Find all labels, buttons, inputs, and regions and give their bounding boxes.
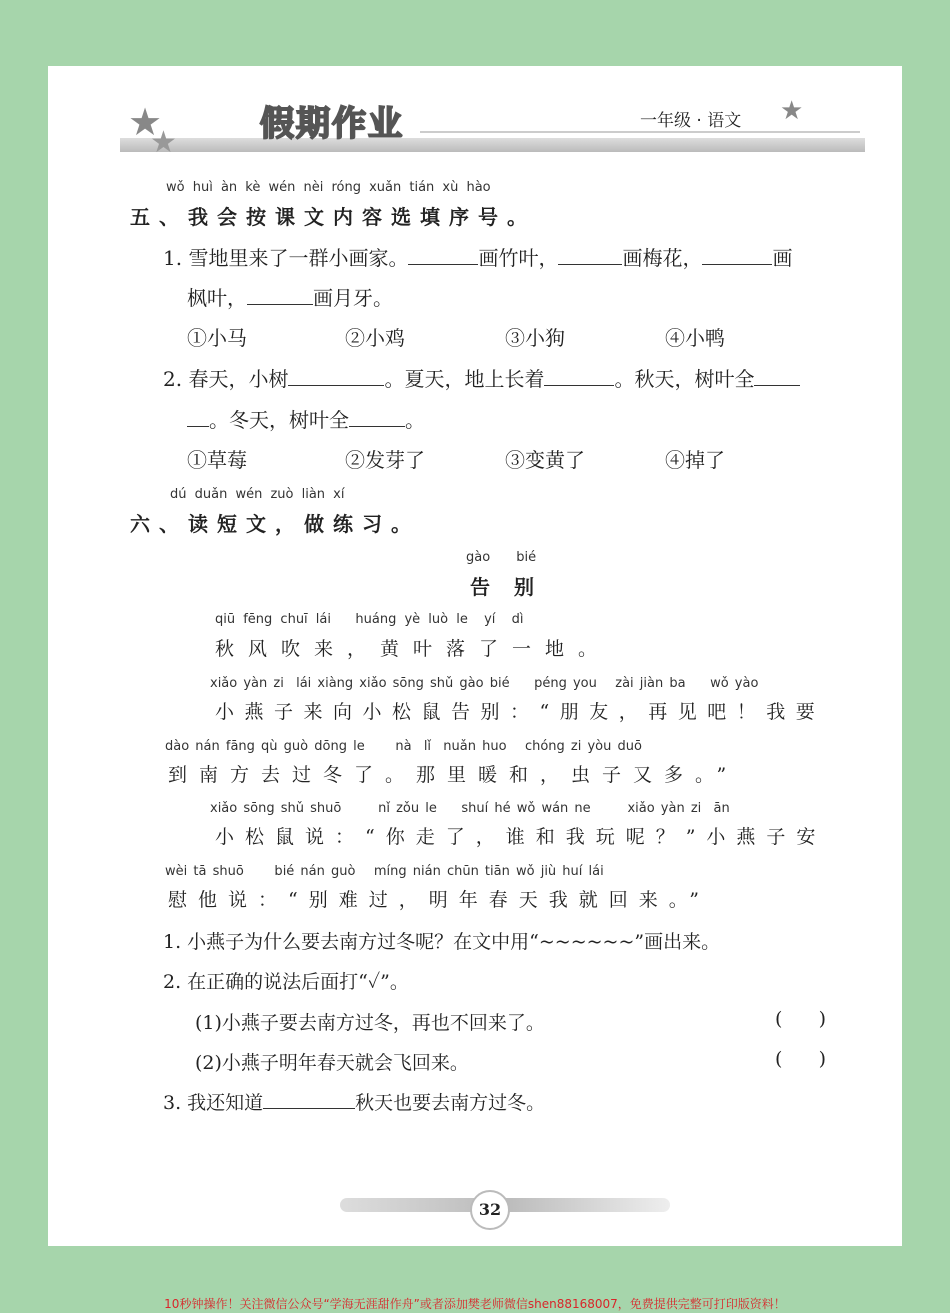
section5-pinyin: wǒ huì àn kè wén nèi róng xuǎn tián xù hào <box>166 180 491 195</box>
page-number: 32 <box>470 1190 510 1230</box>
passage-pinyin: xiǎo yàn zi lái xiàng xiǎo sōng shǔ gào bié péng you zài jiàn ba wǒ yào <box>210 676 759 691</box>
section6-pinyin: dú duǎn wén zuò liàn xí <box>170 487 345 502</box>
star-icon: ★ <box>150 125 177 160</box>
s5-q2-line2: 。冬天，树叶全 。 <box>187 404 425 433</box>
header-title: 假期作业 <box>260 104 404 144</box>
header-line <box>420 131 860 133</box>
s6-question-1: 1. 小燕子为什么要去南方过冬呢？在文中用“~~~~~~”画出来。 <box>163 931 721 953</box>
story-title-pinyin: gào bié <box>466 550 537 565</box>
blank[interactable] <box>408 246 478 265</box>
section5-heading: 五、我会按课文内容选填序号。 <box>130 205 536 229</box>
blank[interactable] <box>558 246 622 265</box>
s5-q2-option-2: ②发芽了 <box>345 448 425 472</box>
header-subject: 一年级 · 语文 <box>640 111 742 131</box>
blank[interactable] <box>288 367 384 386</box>
s5-q1-option-3: ③小狗 <box>505 326 565 350</box>
blank[interactable] <box>263 1090 355 1109</box>
answer-paren-2[interactable]: ( ) <box>775 1048 827 1070</box>
blank[interactable] <box>247 286 313 305</box>
passage-pinyin: wèi tā shuō bié nán guò míng nián chūn tiān wǒ jiù huí lái <box>165 864 604 879</box>
blank[interactable] <box>702 246 772 265</box>
s5-q2-option-4: ④掉了 <box>665 448 725 472</box>
blank[interactable] <box>754 367 800 386</box>
s6-question-3: 3. 我还知道 秋天也要去南方过冬。 <box>163 1092 546 1114</box>
s5-q1-line1: 1. 雪地里来了一群小画家。 画竹叶， 画梅花， 画 <box>163 246 793 270</box>
s5-q2-option-3: ③变黄了 <box>505 448 585 472</box>
s5-q1-option-4: ④小鸭 <box>665 326 725 350</box>
passage-line: 小松鼠说：“你走了，谁和我玩呢？”小燕子安 <box>215 826 827 848</box>
s6-question-2: 2. 在正确的说法后面打“✓”。 <box>163 971 409 993</box>
star-icon: ★ <box>780 96 804 126</box>
passage-pinyin: dào nán fāng qù guò dōng le nà lǐ nuǎn huo chóng zi yòu duō <box>165 739 642 754</box>
story-title: 告别 <box>470 575 558 599</box>
blank[interactable] <box>349 408 405 427</box>
blank[interactable] <box>544 367 614 386</box>
answer-paren-1[interactable]: ( ) <box>775 1008 827 1030</box>
s5-q1-option-2: ②小鸡 <box>345 326 405 350</box>
header-band <box>120 138 865 152</box>
star-icon: ★ <box>128 100 163 144</box>
passage-line: 到南方去过冬了。那里暖和，虫子又多。” <box>168 764 739 786</box>
s5-q1-option-1: ①小马 <box>187 326 247 350</box>
passage-pinyin: xiǎo sōng shǔ shuō nǐ zǒu le shuí hé wǒ wán ne xiǎo yàn zi ān <box>210 801 730 816</box>
s6-q2-item-1: (1)小燕子要去南方过冬，再也不回来了。 <box>195 1012 545 1034</box>
passage-line: 慰他说：“别难过，明年春天我就回来。” <box>168 889 710 911</box>
s5-q2-line1: 2. 春天，小树 。夏天，地上长着 。秋天，树叶全 <box>163 363 800 392</box>
passage-line: 秋风吹来，黄叶落了一地。 <box>215 638 612 660</box>
promo-footer: 10秒钟操作！关注微信公众号“学海无涯甜作舟”或者添加樊老师微信shen88168007，免费提供完整可打印版资料！ <box>164 1297 786 1311</box>
s5-q2-option-1: ①草莓 <box>187 448 247 472</box>
s6-q2-item-2: (2)小燕子明年春天就会飞回来。 <box>195 1052 469 1074</box>
passage-line: 小燕子来向小松鼠告别：“朋友，再见吧！我要 <box>215 701 826 723</box>
s5-q1-line2: 枫叶， 画月牙。 <box>187 286 393 310</box>
passage-pinyin: qiū fēng chuī lái huáng yè luò le yí dì <box>215 612 524 627</box>
section6-heading: 六、读短文，做练习。 <box>130 512 420 536</box>
blank[interactable] <box>187 408 209 427</box>
